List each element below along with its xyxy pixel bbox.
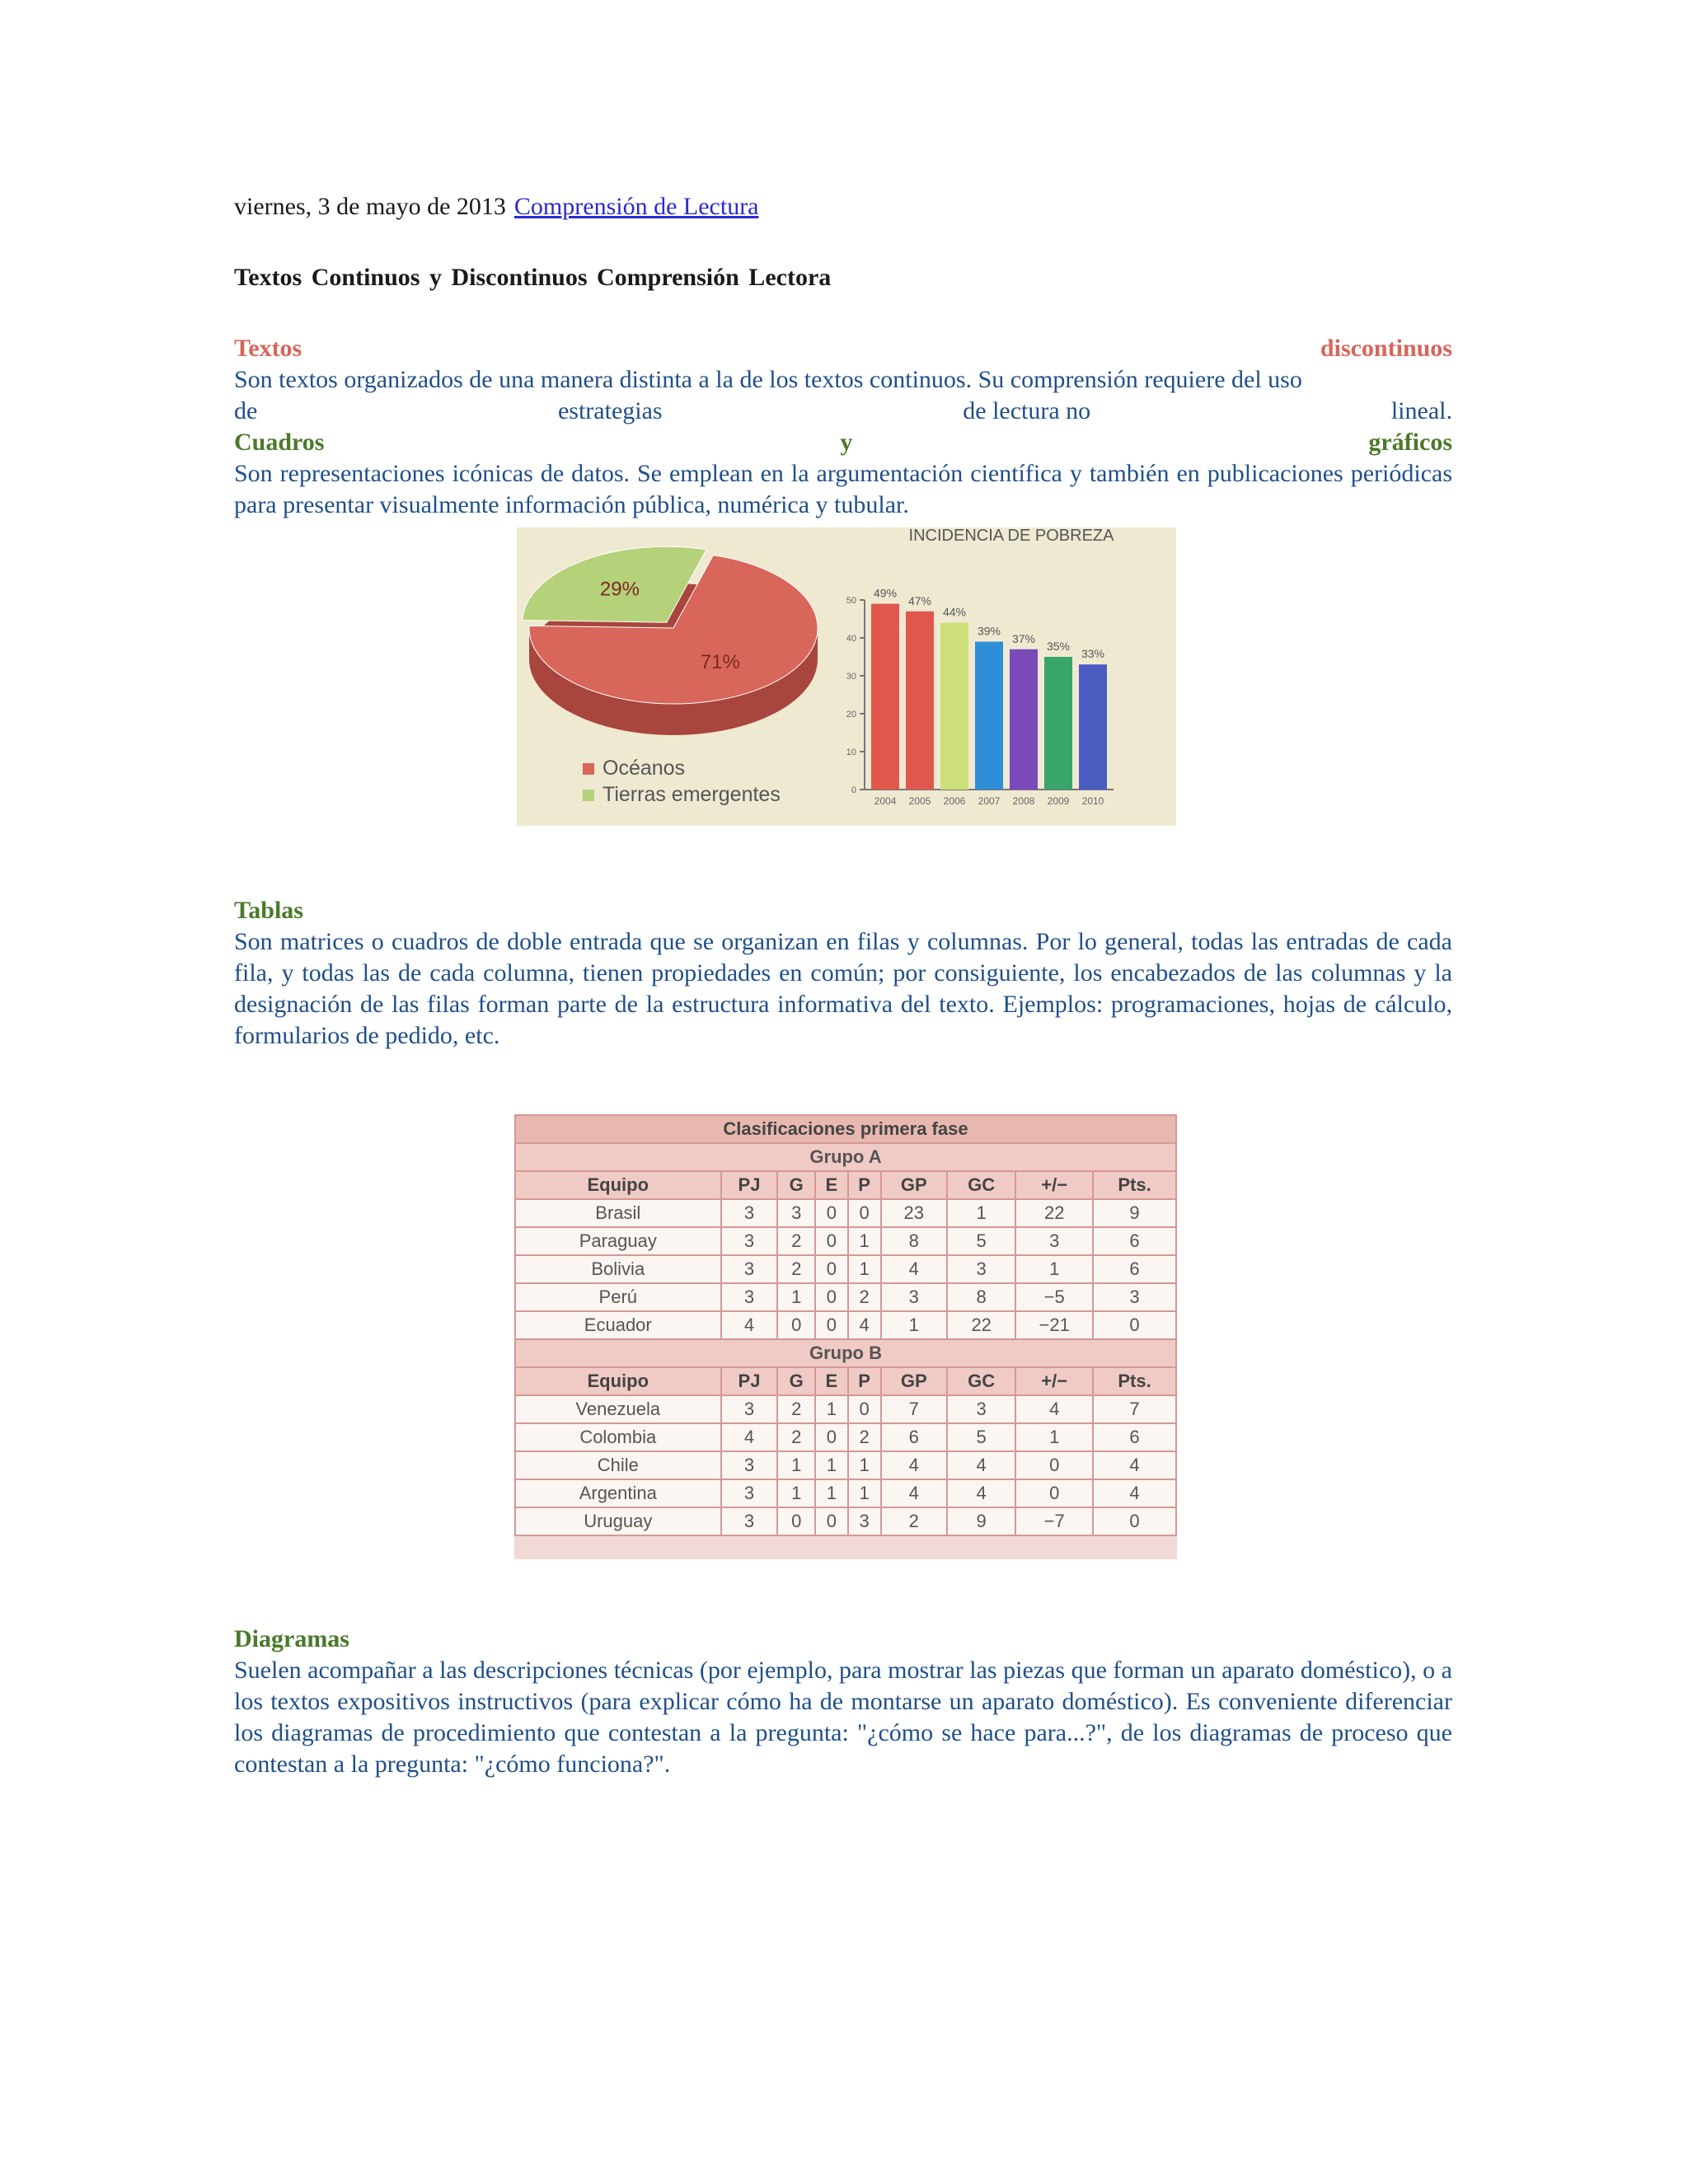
column-header: Pts.: [1093, 1367, 1176, 1395]
column-header: GC: [947, 1171, 1015, 1199]
paragraph-word: de: [234, 397, 258, 424]
legend-swatch: [583, 763, 594, 775]
column-header: G: [777, 1171, 815, 1199]
bar-y-tick-label: 40: [846, 634, 856, 644]
table-cell: 3: [721, 1451, 778, 1479]
table-cell: 2: [777, 1255, 815, 1283]
table-cell: 9: [947, 1507, 1015, 1535]
team-name: Chile: [515, 1451, 721, 1479]
charts-figure: [517, 527, 1176, 826]
header-row: [515, 1367, 1176, 1395]
column-header: P: [848, 1171, 881, 1199]
table-cell: 22: [947, 1311, 1015, 1339]
table-cell: 0: [815, 1199, 848, 1227]
paragraph-text: Son textos organizados de una manera distinta a la de los textos continuos. Su comprensión requiere del uso: [234, 366, 1302, 393]
heading-diagramas: Diagramas: [234, 1625, 349, 1652]
table-cell: 3: [721, 1255, 778, 1283]
heading-textos-discontinuos: [234, 333, 1452, 364]
header-row: [515, 1171, 1176, 1199]
table-cell: 0: [777, 1311, 815, 1339]
team-name: Venezuela: [515, 1395, 721, 1423]
column-header: PJ: [721, 1171, 778, 1199]
table-cell: 0: [815, 1255, 848, 1283]
bar-y-tick-label: 0: [851, 785, 856, 795]
table-cell: 3: [848, 1507, 881, 1535]
table-cell: 6: [1093, 1227, 1176, 1255]
table-row: [515, 1507, 1176, 1535]
table-cell: 3: [721, 1199, 778, 1227]
table-cell: 3: [1093, 1283, 1176, 1311]
paragraph-line: [234, 364, 1452, 396]
legend-swatch: [583, 790, 594, 801]
table-cell: 6: [1093, 1423, 1176, 1451]
table-cell: 1: [777, 1479, 815, 1507]
bar-category-label: 2005: [908, 795, 931, 807]
table-cell: 8: [947, 1283, 1015, 1311]
table-cell: 4: [1093, 1479, 1176, 1507]
bar: [975, 642, 1003, 790]
bar: [1044, 657, 1072, 790]
bar-y-tick-label: 10: [846, 748, 856, 757]
table-row: [515, 1283, 1176, 1311]
table-row: [515, 1479, 1176, 1507]
table-caption: Clasificaciones primera fase: [515, 1115, 1176, 1143]
table-cell: 1: [881, 1311, 948, 1339]
table-cell: −5: [1015, 1283, 1093, 1311]
paragraph-diagramas: Suelen acompañar a las descripciones técnicas (por ejemplo, para mostrar las piezas que forman un aparato doméstico), o a los textos expositivos instructivos (para explicar cómo ha de montarse un aparato doméstico). Es conveniente diferenciar los diagramas de procedimiento que contestan a la pregunta: "¿cómo se hace para...?", de los diagramas de proceso que contestan a la pregunta: "¿cómo funciona?".: [234, 1657, 1452, 1778]
table-cell: 0: [1093, 1311, 1176, 1339]
table-cell: 0: [848, 1395, 881, 1423]
table-cell: 6: [1093, 1255, 1176, 1283]
table-cell: 4: [881, 1255, 948, 1283]
table-cell: 2: [777, 1227, 815, 1255]
table-cell: 5: [947, 1423, 1015, 1451]
standings-table-figure: [514, 1114, 1177, 1559]
table-cell: −7: [1015, 1507, 1093, 1535]
heading-word: gráficos: [1368, 429, 1452, 456]
table-cell: 0: [1015, 1479, 1093, 1507]
heading-word: Textos: [234, 335, 302, 362]
bar-y-tick-label: 30: [846, 672, 856, 682]
table-cell: 4: [881, 1479, 948, 1507]
table-cell: 1: [848, 1479, 881, 1507]
bar-chart-title: INCIDENCIA DE POBREZA: [908, 527, 1114, 545]
table-cell: 0: [1093, 1507, 1176, 1535]
paragraph-graficos: Son representaciones icónicas de datos. Se emplean en la argumentación científica y también en publicaciones periódicas para presentar visualmente información pública, numérica y tubular.: [234, 460, 1452, 518]
column-header: GC: [947, 1367, 1015, 1395]
bar-y-tick-label: 20: [846, 710, 856, 719]
legend-label: Océanos: [603, 757, 686, 780]
table-row: [515, 1395, 1176, 1423]
paragraph-word: lineal.: [1390, 397, 1452, 424]
paragraph-word: estrategias: [557, 397, 663, 424]
column-header: +/−: [1015, 1367, 1093, 1395]
column-header: E: [815, 1367, 848, 1395]
table-cell: 2: [777, 1423, 815, 1451]
bar-value-label: 35%: [1046, 640, 1071, 653]
table-cell: 2: [848, 1423, 881, 1451]
table-cell: 4: [848, 1311, 881, 1339]
table-caption-row: [515, 1115, 1176, 1143]
table-cell: 1: [815, 1451, 848, 1479]
heading-word: Cuadros: [234, 429, 325, 456]
team-name: Paraguay: [515, 1227, 721, 1255]
bar-category-label: 2010: [1081, 795, 1104, 807]
table-cell: 1: [1015, 1423, 1093, 1451]
table-cell: 8: [881, 1227, 948, 1255]
table-cell: 6: [881, 1423, 948, 1451]
post-meta: [234, 193, 759, 221]
group-name: Grupo B: [515, 1339, 1176, 1367]
table-cell: 3: [777, 1199, 815, 1227]
table-cell: 4: [947, 1479, 1015, 1507]
table-cell: 0: [815, 1423, 848, 1451]
table-cell: 9: [1093, 1199, 1176, 1227]
group-name: Grupo A: [515, 1143, 1176, 1171]
bar-value-label: 39%: [977, 624, 1001, 638]
table-cell: 4: [947, 1451, 1015, 1479]
charts-svg: [517, 527, 1176, 826]
table-cell: 1: [848, 1255, 881, 1283]
bar-y-tick-label: 50: [846, 596, 856, 606]
post-date: viernes, 3 de mayo de 2013: [234, 193, 506, 220]
table-cell: 5: [947, 1227, 1015, 1255]
table-cell: 0: [777, 1507, 815, 1535]
table-cell: 3: [947, 1395, 1015, 1423]
table-cell: 0: [815, 1227, 848, 1255]
bar-value-label: 37%: [1011, 631, 1036, 645]
bar-category-label: 2008: [1012, 795, 1035, 807]
group-row: [515, 1143, 1176, 1171]
table-row: [515, 1311, 1176, 1339]
table-cell: 7: [881, 1395, 948, 1423]
bar-category-label: 2007: [978, 795, 1001, 807]
category-link[interactable]: Comprensión de Lectura: [513, 193, 759, 220]
table-cell: 1: [777, 1283, 815, 1311]
pie-value-label: 71%: [700, 650, 740, 673]
paragraph-tablas: Son matrices o cuadros de doble entrada que se organizan en filas y columnas. Por lo general, todas las entradas de cada fila, y todas las de cada columna, tienen propiedades en común; por consiguiente, los encabezados de las columnas y la designación de las filas forman parte de la estructura informativa del texto. Ejemplos: programaciones, hojas de cálculo, formularios de pedido, etc.: [234, 928, 1452, 1049]
column-header: +/−: [1015, 1171, 1093, 1199]
group-row: [515, 1339, 1176, 1367]
table-cell: 1: [777, 1451, 815, 1479]
pie-value-label: 29%: [599, 578, 640, 601]
table-cell: 2: [777, 1395, 815, 1423]
table-cell: 4: [1015, 1395, 1093, 1423]
bar: [940, 623, 968, 790]
table-cell: 0: [815, 1311, 848, 1339]
table-cell: 23: [881, 1199, 948, 1227]
table-cell: 4: [881, 1451, 948, 1479]
bar-category-label: 2006: [943, 795, 966, 807]
table-cell: −21: [1015, 1311, 1093, 1339]
column-header: Pts.: [1093, 1171, 1176, 1199]
table-cell: 3: [721, 1507, 778, 1535]
heading-word: discontinuos: [1320, 335, 1452, 362]
table-cell: 1: [815, 1479, 848, 1507]
column-header: G: [777, 1367, 815, 1395]
heading-cuadros-y-graficos: [234, 427, 1452, 458]
team-name: Ecuador: [515, 1311, 721, 1339]
table-cell: 2: [848, 1283, 881, 1311]
team-name: Bolivia: [515, 1255, 721, 1283]
team-name: Brasil: [515, 1199, 721, 1227]
column-header: GP: [881, 1171, 948, 1199]
column-header: P: [848, 1367, 881, 1395]
column-header: GP: [881, 1367, 948, 1395]
table-cell: 7: [1093, 1395, 1176, 1423]
paragraph-line: [234, 396, 1452, 427]
table-row: [515, 1423, 1176, 1451]
column-header: Equipo: [515, 1367, 721, 1395]
table-row: [515, 1199, 1176, 1227]
team-name: Colombia: [515, 1423, 721, 1451]
table-cell: 3: [721, 1479, 778, 1507]
heading-word: y: [840, 429, 853, 456]
table-cell: 1: [1015, 1255, 1093, 1283]
table-cell: 3: [721, 1227, 778, 1255]
bar-category-label: 2009: [1047, 795, 1070, 807]
table-cell: 1: [848, 1227, 881, 1255]
heading-tablas: Tablas: [234, 897, 303, 924]
table-cell: 3: [881, 1283, 948, 1311]
bar-value-label: 33%: [1081, 647, 1105, 661]
team-name: Argentina: [515, 1479, 721, 1507]
column-header: PJ: [721, 1367, 778, 1395]
column-header: Equipo: [515, 1171, 721, 1199]
table-cell: 0: [1015, 1451, 1093, 1479]
table-cell: 3: [721, 1395, 778, 1423]
table-cell: 1: [848, 1451, 881, 1479]
table-cell: 2: [881, 1507, 948, 1535]
table-cell: 4: [1093, 1451, 1176, 1479]
table-cell: 3: [947, 1255, 1015, 1283]
table-cell: 22: [1015, 1199, 1093, 1227]
table-cell: 0: [848, 1199, 881, 1227]
table-cell: 0: [815, 1507, 848, 1535]
paragraph-word: de lectura no: [963, 397, 1091, 424]
bar: [1010, 649, 1038, 790]
table-cell: 4: [721, 1423, 778, 1451]
column-header: E: [815, 1171, 848, 1199]
table-cell: 3: [721, 1283, 778, 1311]
table-cell: 0: [815, 1283, 848, 1311]
bar-value-label: 47%: [907, 593, 932, 607]
bar: [871, 604, 899, 790]
table-row: [515, 1255, 1176, 1283]
team-name: Perú: [515, 1283, 721, 1311]
table-cell: 4: [721, 1311, 778, 1339]
bar: [1079, 664, 1107, 790]
bar: [906, 612, 934, 790]
bar-category-label: 2004: [874, 795, 897, 807]
bar-value-label: 44%: [942, 605, 967, 619]
bar-value-label: 49%: [873, 586, 898, 600]
table-cell: 1: [947, 1199, 1015, 1227]
team-name: Uruguay: [515, 1507, 721, 1535]
table-row: [515, 1451, 1176, 1479]
standings-table: [514, 1114, 1177, 1536]
legend-label: Tierras emergentes: [603, 783, 781, 806]
table-cell: 3: [1015, 1227, 1093, 1255]
table-cell: 1: [815, 1395, 848, 1423]
table-row: [515, 1227, 1176, 1255]
post-title: Textos Continuos y Discontinuos Comprensión Lectora: [234, 264, 832, 291]
